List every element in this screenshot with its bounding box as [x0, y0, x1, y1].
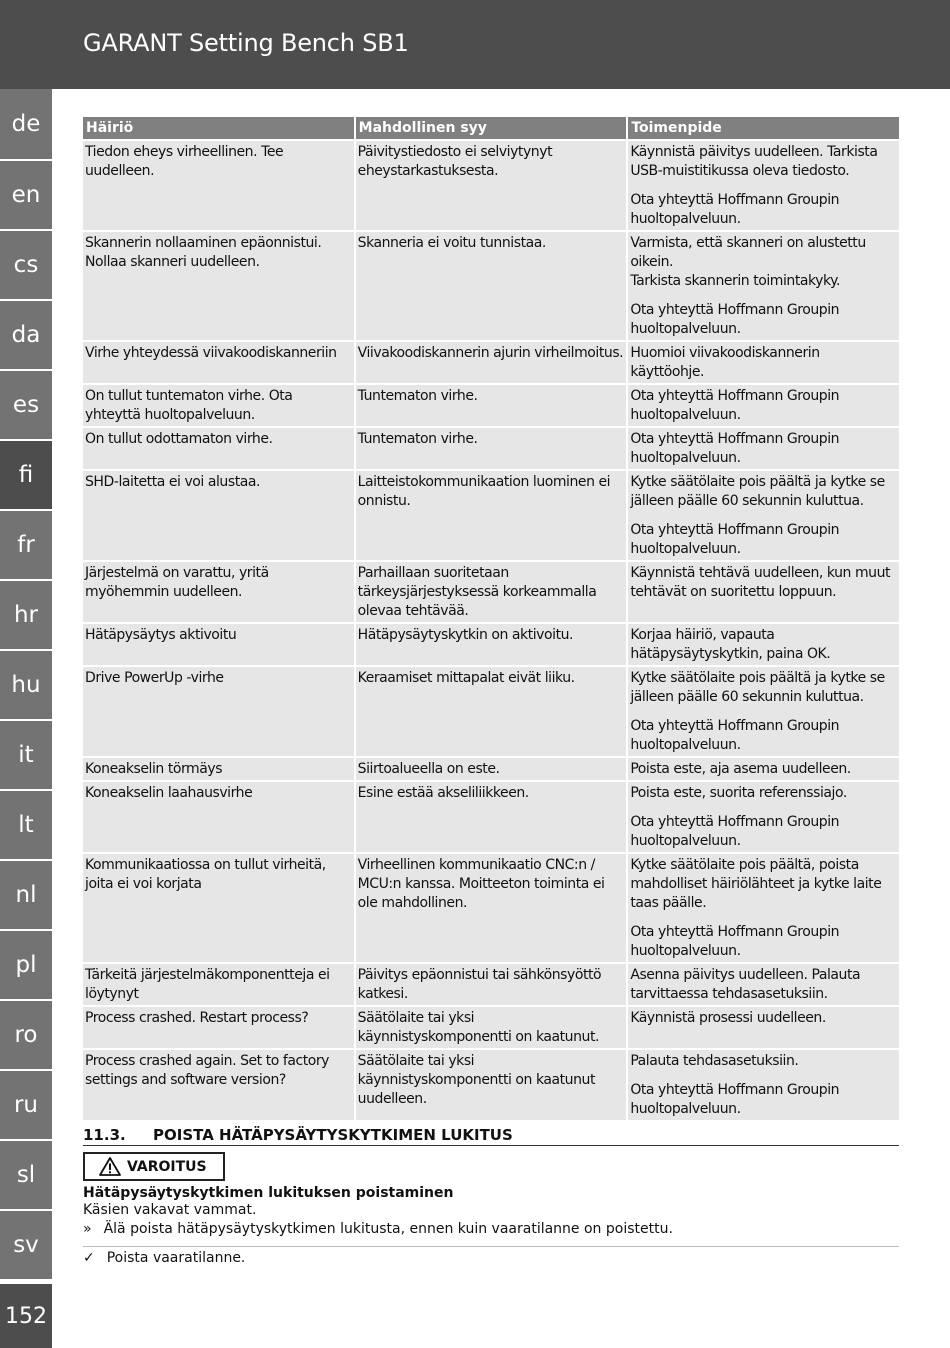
cause-text: Skanneria ei voitu tunnistaa. [357, 235, 546, 251]
table-row [83, 758, 899, 780]
cell-action [628, 342, 899, 383]
table-row [83, 232, 899, 340]
cell-cause [356, 964, 627, 1005]
cell-cause [356, 428, 627, 469]
action-text: Poista este, aja asema uudelleen. [630, 761, 851, 777]
cause-text: Päivitystiedosto ei selviytynyt eheystarkastuksesta. [357, 144, 553, 179]
warning-instruction [83, 1220, 899, 1247]
result-item [83, 1249, 899, 1268]
cause-text: Hätäpysäytyskytkin on aktivoitu. [357, 627, 574, 643]
cell-fault [83, 854, 354, 962]
cell-fault [83, 758, 354, 780]
cause-text: Laitteistokommunikaation luominen ei onnistu. [357, 474, 611, 509]
cell-action [628, 782, 899, 852]
warning-consequence: Käsien vakavat vammat. [83, 1202, 257, 1218]
check-icon: ✓ [83, 1250, 95, 1266]
language-tab-da[interactable]: da [0, 301, 52, 371]
section-title: POISTA HÄTÄPYSÄYTYSKYTKIMEN LUKITUS [153, 1126, 513, 1144]
cause-text: Viivakoodiskannerin ajurin virheilmoitus. [357, 345, 624, 361]
table-row [83, 385, 899, 426]
cell-action [628, 141, 899, 230]
document-title: GARANT Setting Bench SB1 [83, 29, 409, 57]
action-text: Kytke säätölaite pois päältä, poista mahdolliset häiriölähteet ja kytke laite taas päälle. [630, 857, 882, 911]
cause-text: Säätölaite tai yksi käynnistyskomponentti on kaatunut. [357, 1010, 599, 1045]
cell-action [628, 854, 899, 962]
warning-subtitle: Hätäpysäytyskytkimen lukituksen poistaminen [83, 1185, 454, 1201]
table-row [83, 342, 899, 383]
fault-text: On tullut tuntematon virhe. Ota yhteyttä huoltopalveluun. [85, 388, 293, 423]
action-text: Ota yhteyttä Hoffmann Groupin huoltopalveluun. [630, 192, 840, 227]
troubleshooting-table [81, 115, 901, 1122]
cell-fault [83, 232, 354, 340]
cell-action [628, 385, 899, 426]
cell-cause [356, 1050, 627, 1120]
language-tab-ro[interactable]: ro [0, 1001, 52, 1071]
cell-cause [356, 562, 627, 622]
action-text: Kytke säätölaite pois päältä ja kytke se jälleen päälle 60 sekunnin kuluttua. [630, 670, 885, 705]
cell-cause [356, 758, 627, 780]
cause-text: Tuntematon virhe. [357, 431, 478, 447]
fault-text: Koneakselin laahausvirhe [85, 785, 253, 801]
language-tab-sl[interactable]: sl [0, 1141, 52, 1211]
cell-fault [83, 385, 354, 426]
table-row [83, 141, 899, 230]
action-text: Korjaa häiriö, vapauta hätäpysäytyskytkin, paina OK. [630, 627, 831, 662]
action-text: Ota yhteyttä Hoffmann Groupin huoltopalveluun. [630, 814, 840, 849]
cell-cause [356, 782, 627, 852]
cell-cause [356, 1007, 627, 1048]
cell-action [628, 1050, 899, 1120]
cause-text: Tuntematon virhe. [357, 388, 478, 404]
warning-triangle-icon [99, 1157, 121, 1176]
cell-fault [83, 342, 354, 383]
language-tab-en[interactable]: en [0, 161, 52, 231]
cell-fault [83, 428, 354, 469]
fault-text: Kommunikaatiossa on tullut virheitä, joita ei voi korjata [85, 857, 326, 892]
language-tab-lt[interactable]: lt [0, 791, 52, 861]
action-text: Asenna päivitys uudelleen. Palauta tarvittaessa tehdasasetuksiin. [630, 967, 861, 1002]
cell-fault [83, 667, 354, 756]
fault-text: Process crashed again. Set to factory settings and software version? [85, 1053, 330, 1088]
cell-cause [356, 854, 627, 962]
cell-cause [356, 624, 627, 665]
table-row [83, 1007, 899, 1048]
fault-text: Skannerin nollaaminen epäonnistui. Nollaa skanneri uudelleen. [85, 235, 322, 270]
cell-fault [83, 964, 354, 1005]
table-header-row [83, 117, 899, 139]
action-text: Käynnistä tehtävä uudelleen, kun muut tehtävät on suoritettu loppuun. [630, 565, 891, 600]
column-header-action: Toimenpide [628, 117, 899, 139]
cell-cause [356, 667, 627, 756]
cause-text: Säätölaite tai yksi käynnistyskomponentti on kaatunut uudelleen. [357, 1053, 595, 1107]
action-text: Ota yhteyttä Hoffmann Groupin huoltopalveluun. [630, 302, 840, 337]
language-tab-de[interactable]: de [0, 89, 52, 161]
cell-cause [356, 232, 627, 340]
cell-action [628, 758, 899, 780]
table-row [83, 624, 899, 665]
cause-text: Virheellinen kommunikaatio CNC:n / MCU:n kanssa. Moitteeton toiminta ei ole mahdollinen. [357, 857, 605, 911]
table-row [83, 782, 899, 852]
cell-fault [83, 141, 354, 230]
fault-text: Drive PowerUp -virhe [85, 670, 224, 686]
column-header-fault: Häiriö [83, 117, 354, 139]
cell-action [628, 232, 899, 340]
cell-cause [356, 141, 627, 230]
cell-action [628, 428, 899, 469]
table-row [83, 667, 899, 756]
fault-text: Järjestelmä on varattu, yritä myöhemmin uudelleen. [85, 565, 269, 600]
action-text: Huomioi viivakoodiskannerin käyttöohje. [630, 345, 820, 380]
fault-text: Process crashed. Restart process? [85, 1010, 309, 1026]
cell-action [628, 667, 899, 756]
table-row [83, 562, 899, 622]
cell-fault [83, 1050, 354, 1120]
page-header [0, 0, 950, 89]
cell-action [628, 624, 899, 665]
action-text: Ota yhteyttä Hoffmann Groupin huoltopalveluun. [630, 522, 840, 557]
bullet-symbol: » [83, 1221, 92, 1237]
language-tab-nl[interactable]: nl [0, 861, 52, 931]
cause-text: Parhaillaan suoritetaan tärkeysjärjestyksessä korkeammalla olevaa tehtävää. [357, 565, 597, 619]
cause-text: Päivitys epäonnistui tai sähkönsyöttö katkesi. [357, 967, 602, 1002]
cell-cause [356, 385, 627, 426]
table-row [83, 1050, 899, 1120]
language-tab-es[interactable]: es [0, 371, 52, 441]
instruction-text: Älä poista hätäpysäytyskytkimen lukitusta, ennen kuin vaaratilanne on poistettu. [103, 1221, 673, 1237]
action-text: Varmista, että skanneri on alustettu oikein. Tarkista skannerin toimintakyky. [630, 235, 866, 289]
action-text: Käynnistä päivitys uudelleen. Tarkista USB-muistitikussa oleva tiedosto. [630, 144, 878, 179]
fault-text: Virhe yhteydessä viivakoodiskanneriin [85, 345, 337, 361]
section-number: 11.3. [83, 1126, 126, 1144]
action-text: Ota yhteyttä Hoffmann Groupin huoltopalveluun. [630, 718, 840, 753]
language-tab-sv[interactable]: sv [0, 1211, 52, 1281]
action-text: Ota yhteyttä Hoffmann Groupin huoltopalveluun. [630, 1082, 840, 1117]
cell-fault [83, 562, 354, 622]
warning-label-box [83, 1152, 225, 1181]
column-header-cause: Mahdollinen syy [356, 117, 627, 139]
cell-cause [356, 342, 627, 383]
action-text: Ota yhteyttä Hoffmann Groupin huoltopalveluun. [630, 924, 840, 959]
fault-text: Tiedon eheys virheellinen. Tee uudelleen. [85, 144, 284, 179]
fault-text: Koneakselin törmäys [85, 761, 223, 777]
cause-text: Keraamiset mittapalat eivät liiku. [357, 670, 575, 686]
language-tab-fr[interactable]: fr [0, 511, 52, 581]
language-tab-pl[interactable]: pl [0, 931, 52, 1001]
cause-text: Siirtoalueella on este. [357, 761, 500, 777]
action-text: Ota yhteyttä Hoffmann Groupin huoltopalveluun. [630, 388, 840, 423]
fault-text: Hätäpysäytys aktivoitu [85, 627, 237, 643]
fault-text: Tärkeitä järjestelmäkomponentteja ei löytynyt [85, 967, 330, 1002]
table-row [83, 964, 899, 1005]
cell-action [628, 964, 899, 1005]
action-text: Kytke säätölaite pois päältä ja kytke se jälleen päälle 60 sekunnin kuluttua. [630, 474, 885, 509]
cell-fault [83, 782, 354, 852]
action-text: Ota yhteyttä Hoffmann Groupin huoltopalveluun. [630, 431, 840, 466]
language-tab-hu[interactable]: hu [0, 651, 52, 721]
language-tab-cs[interactable]: cs [0, 231, 52, 301]
fault-text: On tullut odottamaton virhe. [85, 431, 273, 447]
section-heading [83, 1126, 899, 1146]
warning-label: VAROITUS [127, 1158, 207, 1175]
cell-fault [83, 1007, 354, 1048]
table-row [83, 428, 899, 469]
cell-fault [83, 471, 354, 560]
cause-text: Esine estää akseliliikkeen. [357, 785, 529, 801]
language-tab-ru[interactable]: ru [0, 1071, 52, 1141]
cell-action [628, 562, 899, 622]
main-content [83, 115, 899, 1268]
cell-action [628, 1007, 899, 1048]
cell-fault [83, 624, 354, 665]
action-text: Käynnistä prosessi uudelleen. [630, 1010, 826, 1026]
result-text: Poista vaaratilanne. [106, 1250, 246, 1266]
language-tab-it[interactable]: it [0, 721, 52, 791]
cell-action [628, 471, 899, 560]
language-tab-hr[interactable]: hr [0, 581, 52, 651]
table-row [83, 854, 899, 962]
action-text: Poista este, suorita referenssiajo. [630, 785, 847, 801]
action-text: Palauta tehdasasetuksiin. [630, 1053, 799, 1069]
cell-cause [356, 471, 627, 560]
language-sidebar [0, 89, 52, 1281]
language-tab-fi[interactable]: fi [0, 441, 52, 511]
fault-text: SHD-laitetta ei voi alustaa. [85, 474, 260, 490]
page-number: 152 [0, 1284, 52, 1348]
table-row [83, 471, 899, 560]
